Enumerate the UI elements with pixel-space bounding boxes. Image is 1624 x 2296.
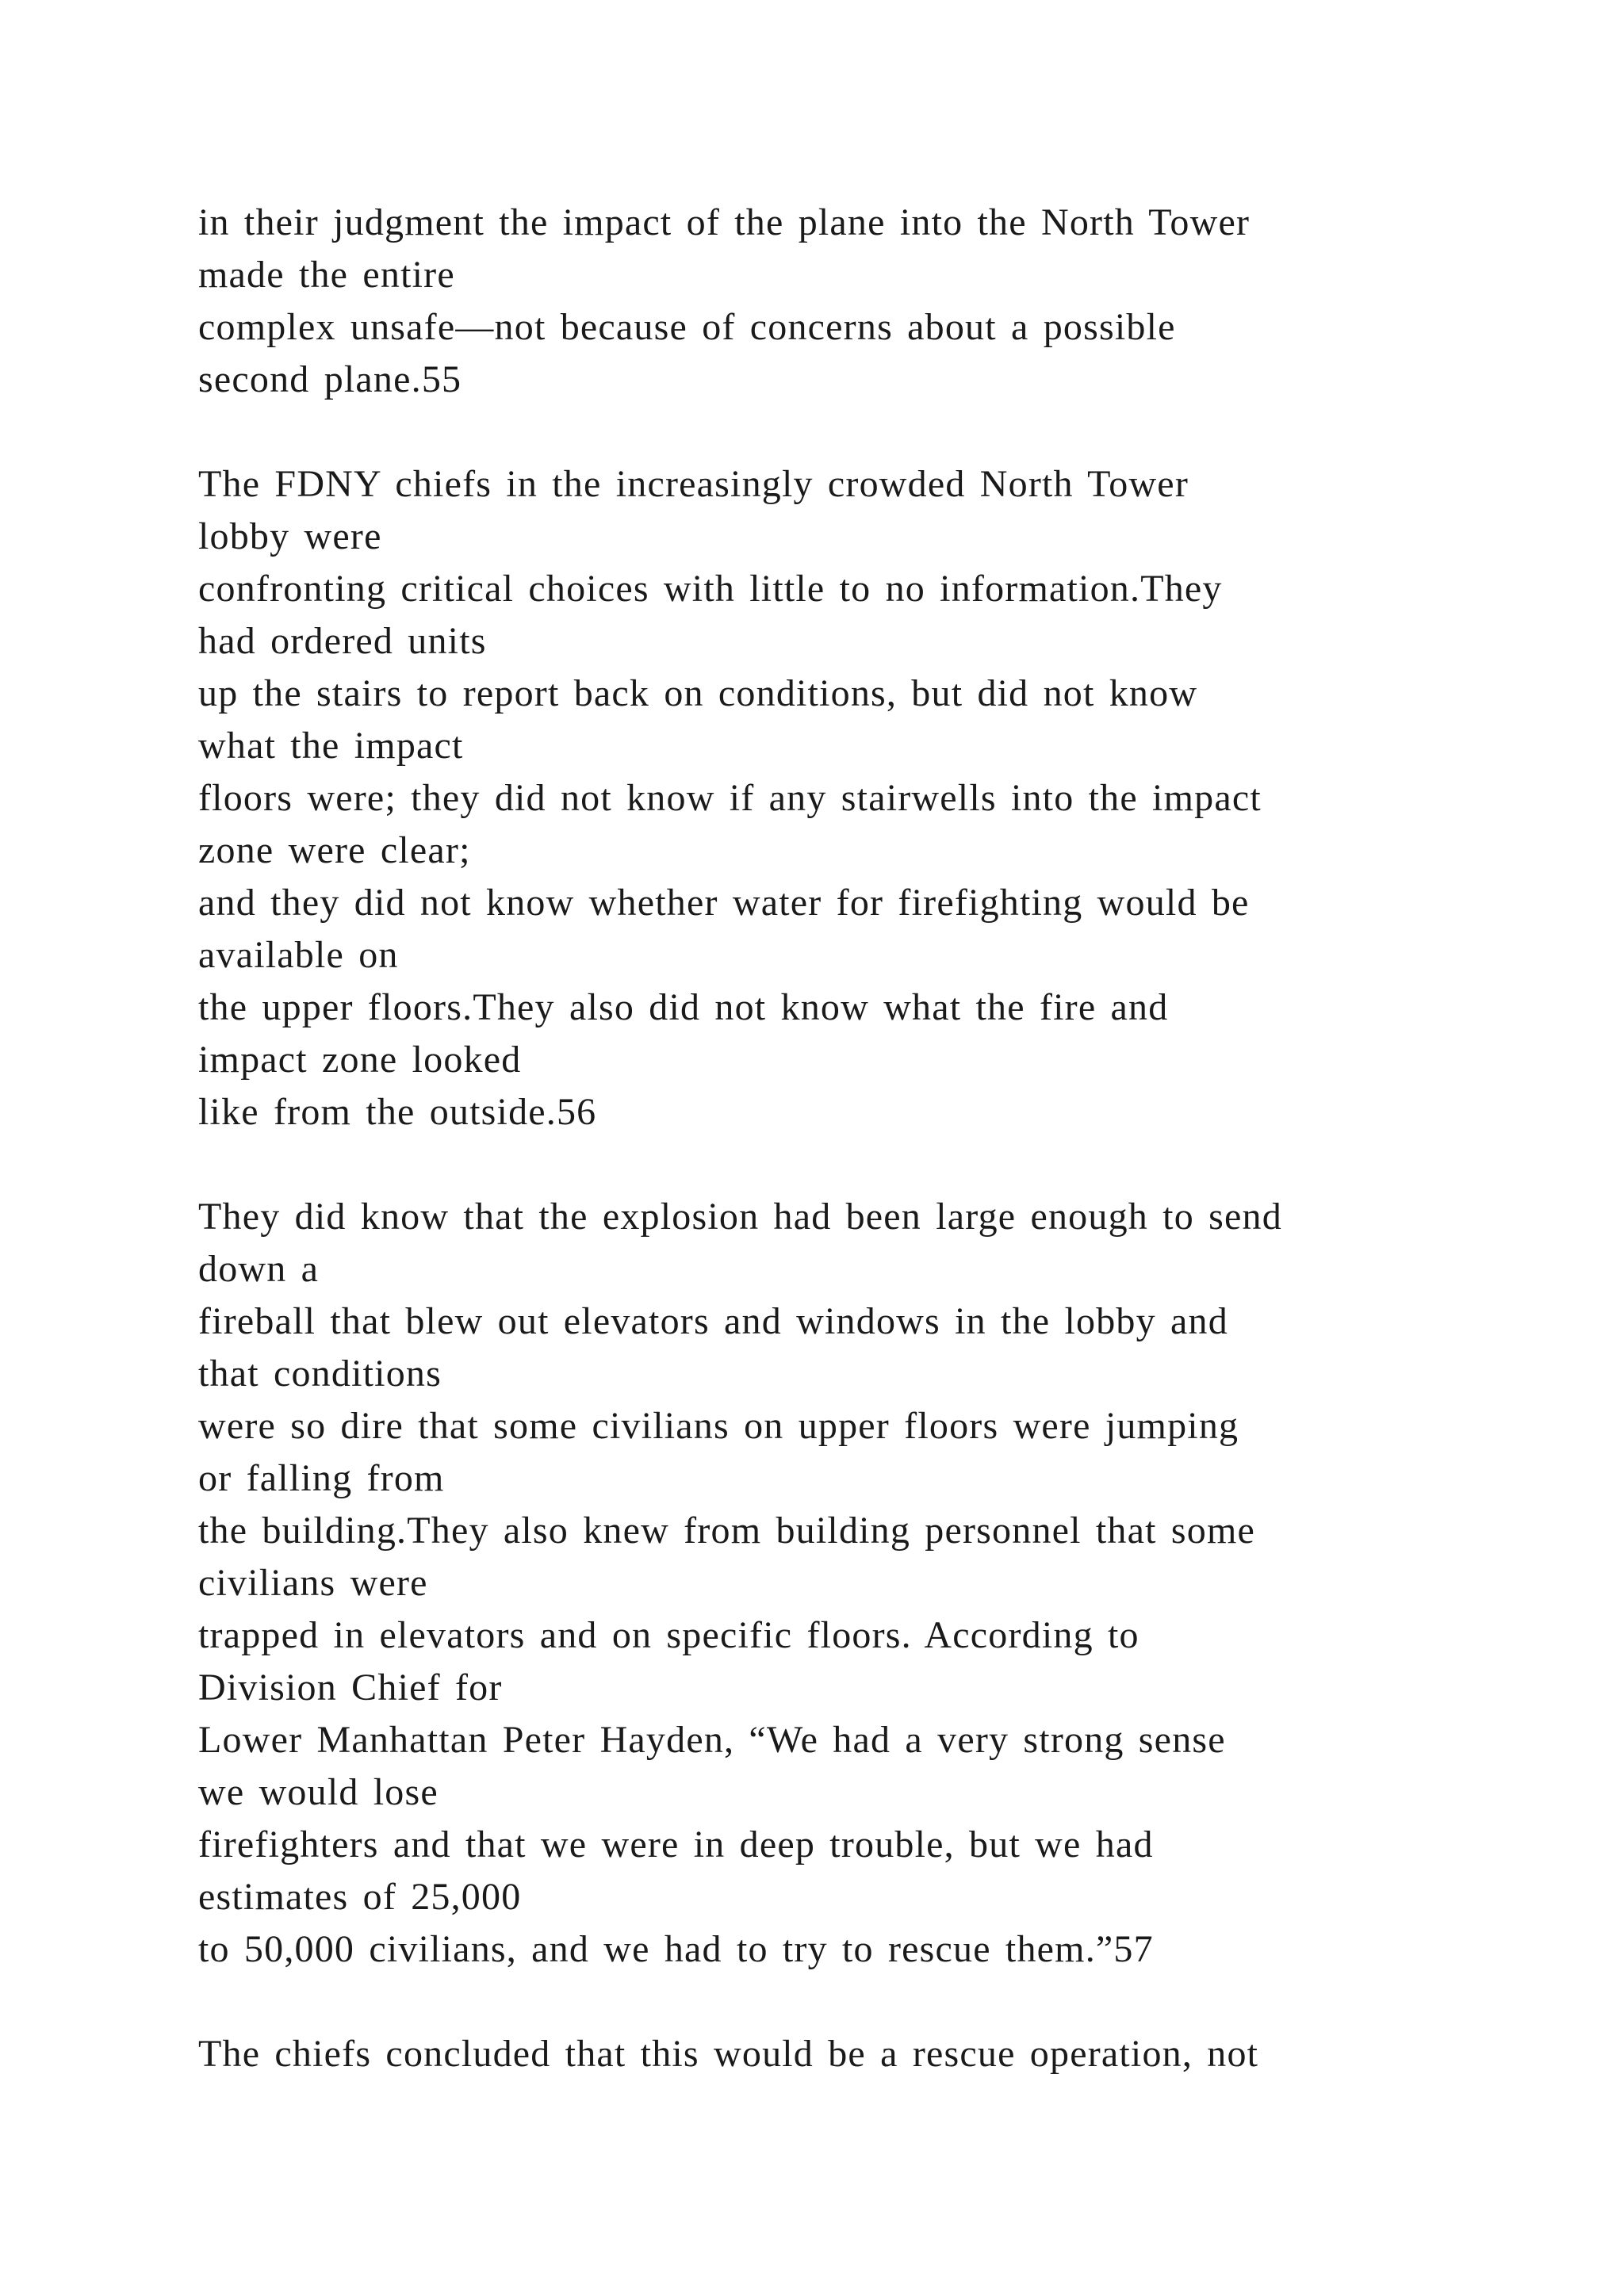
text-line: like from the outside.56 [198,1091,597,1133]
text-line: we would lose [198,1771,439,1813]
text-line: firefighters and that we were in deep trouble, but we had [198,1823,1154,1866]
text-line: up the stairs to report back on conditions, but did not know [198,672,1198,714]
text-line: Lower Manhattan Peter Hayden, “We had a very strong sense [198,1719,1226,1761]
text-line: available on [198,934,399,976]
text-line: the building.They also knew from building personnel that some [198,1510,1255,1552]
text-line: confronting critical choices with little to no information.They [198,568,1223,610]
text-line: The chiefs concluded that this would be a rescue operation, not [198,2033,1259,2075]
text-line: the upper floors.They also did not know what the fire and [198,986,1169,1028]
text-line: fireball that blew out elevators and windows in the lobby and [198,1300,1228,1342]
paragraph-3 [198,1191,1546,1976]
text-line: second plane.55 [198,358,462,400]
text-line: made the entire [198,254,455,296]
text-line: The FDNY chiefs in the increasingly crowded North Tower [198,463,1189,505]
paragraph-4 [198,2028,1546,2080]
text-line: estimates of 25,000 [198,1876,522,1918]
text-line: what the impact [198,725,464,767]
text-line: impact zone looked [198,1039,522,1081]
paragraph-2 [198,458,1546,1138]
text-line: that conditions [198,1353,442,1395]
text-line: zone were clear; [198,829,471,871]
text-line: They did know that the explosion had been large enough to send [198,1196,1282,1238]
text-line: had ordered units [198,620,487,662]
text-line: Division Chief for [198,1667,503,1709]
text-line: complex unsafe—not because of concerns about a possible [198,306,1176,348]
text-line: to 50,000 civilians, and we had to try to rescue them.”57 [198,1928,1154,1970]
text-line: down a [198,1248,320,1290]
text-line: lobby were [198,515,382,557]
text-line: floors were; they did not know if any stairwells into the impact [198,777,1262,819]
paragraph-1 [198,197,1546,406]
text-line: trapped in elevators and on specific floors. According to [198,1614,1139,1656]
text-line: were so dire that some civilians on upper floors were jumping [198,1405,1239,1447]
document-page [198,197,1546,2080]
text-line: in their judgment the impact of the plane into the North Tower [198,201,1251,243]
text-line: or falling from [198,1457,445,1499]
text-line: and they did not know whether water for firefighting would be [198,882,1250,924]
text-line: civilians were [198,1562,428,1604]
